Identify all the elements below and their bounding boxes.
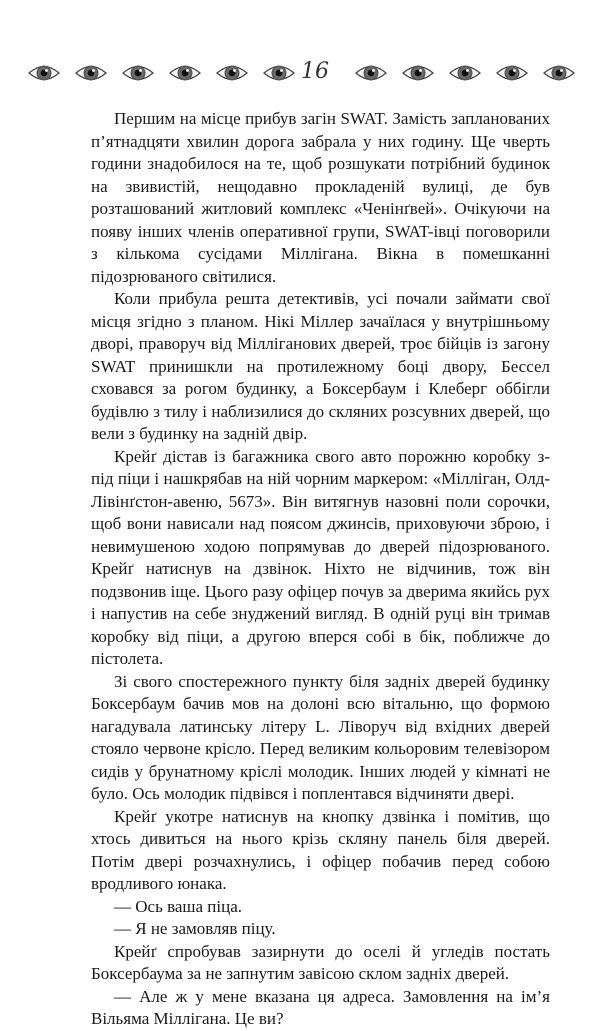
paragraph-5: Крейґ укотре натиснув на кнопку дзвінка і помітив, що хтось дивиться на нього крізь скляну панель біля дверей. Потім двері розчахнулись, і офіцер побачив перед собою вродливого юнака. [91,806,550,893]
paragraph-3: Крейґ дістав із багажника свого авто порожню коробку з-під піци і нашкрябав на ній чорним маркером: «Мілліган, Олд-Лівінґстон-авеню, 5673». Він витягнув назовні поли сорочки, щоб вони нависали над поясом джинсів, приховуючи зброю, і невимушеною ходою попрямував до дверей підозрюваного. Крейґ натиснув на дзвінок. Ніхто не відчинив, тож він подзвонив іще. Цього разу офіцер почув за дверима якийсь рух і напустив на себе знуджений вигляд. В одній руці він тримав коробку від піци, а другою вперся собі в бік, поближче до пістолета. [91,446,550,668]
eye-icon [215,62,249,84]
eye-icon [448,62,482,84]
eye-icon [495,62,529,84]
paragraph-4: Зі свого спостережного пункту біля задніх дверей будинку Боксербаум бачив мов на долоні всю вітальню, що формою нагадувала латинську літеру L. Ліворуч від вхідних дверей стояло червоне крісло. Перед великим кольоровим телевізором сидів у брунатному кріслі молодик. Інших людей у кімнаті не було. Ось молодик підвівся і поплентався відчиняти двері. [91,671,550,803]
eye-icon [74,62,108,84]
eye-icon [354,62,388,84]
eye-icon [262,62,296,84]
paragraph-6: Крейґ спробував зазирнути до оселі й угледів постать Боксербаума за не запнутим завісою склом задніх дверей. [91,941,550,983]
eye-icon [121,62,155,84]
eye-icon [401,62,435,84]
eye-icon [27,62,61,84]
dialogue-line-2: — Я не замовляв піцу. [114,919,276,938]
dialogue-line-1: — Ось ваша піца. [114,896,243,916]
paragraph-2: Коли прибула решта детективів, усі почали займати свої місця згідно з планом. Нікі Міллер зачаїлася у внутрішньому дворі, праворуч від Міллiганових дверей, троє бійців із загону SWAT принишкли на протилежному боці двору, Бессел сховався за рогом будинку, а Боксербаум і Клеберг оббігли будівлю з тилу і наблизилися до скляних розсувних дверей, що вели з будинку на задній двір. [91,289,550,443]
eye-icon [542,62,576,84]
body-text [91,108,550,1031]
eye-icon [168,62,202,84]
paragraph-1: Першим на місце прибув загін SWAT. Замість запланованих п’ятнадцяти хвилин дорога забрала у них годину. Ще чверть години знадобилося на те, щоб розшукати потрібний будинок на звивистій, нещодавно прокладеній вулиці, де був розташований житловий комплекс «Ченінґвей». Очікуючи на появу інших членів оперативної групи, SWAT-івці поговорили з кількома сусідами Міллігана. Вікна в помешканні підозрюваного світилися. [91,109,550,286]
dialogue-line-3: — Але ж у мене вказана ця адреса. Замовлення на ім’я Вільяма Міллігана. Це ви? [91,986,550,1028]
page-header [0,58,600,88]
page-number: 16 [301,59,329,84]
